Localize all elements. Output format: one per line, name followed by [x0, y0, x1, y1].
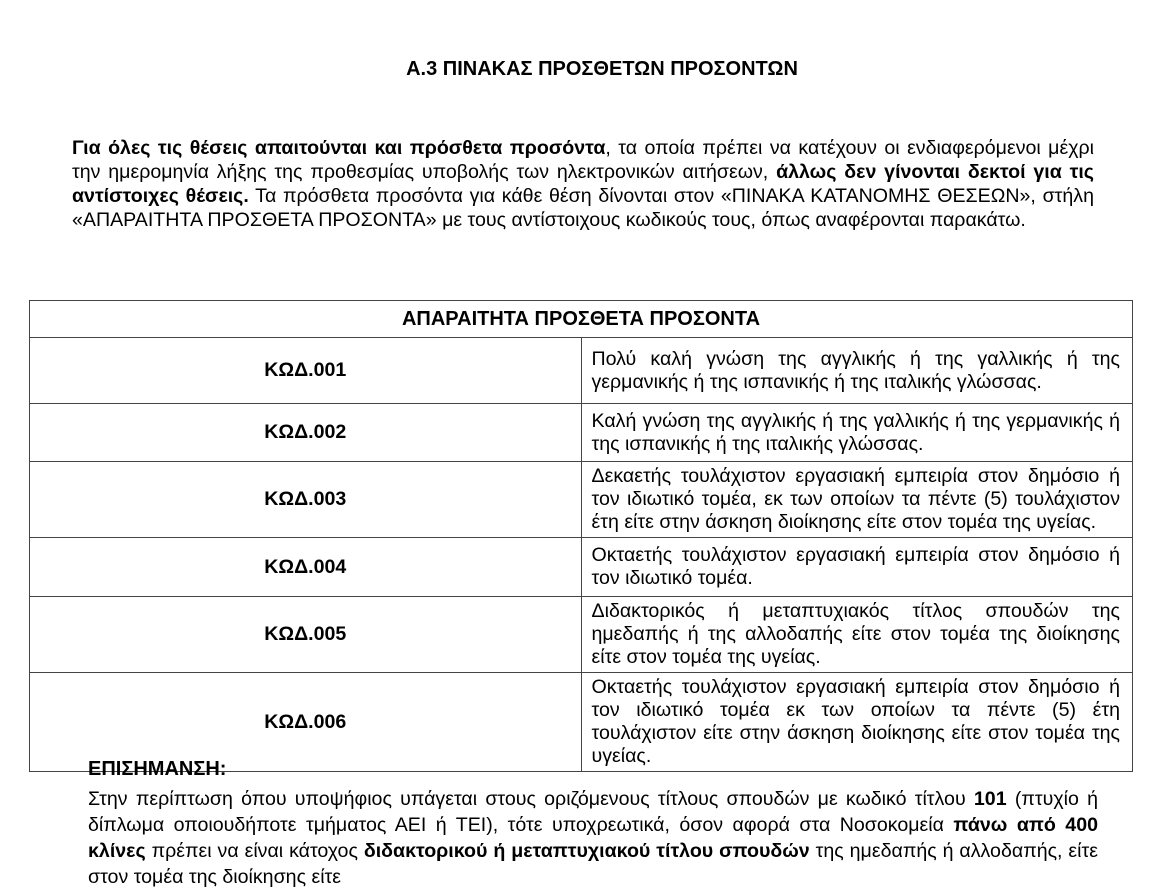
row-description: Καλή γνώση της αγγλικής ή της γαλλικής ή της γερμανικής ή της ισπανικής ή της ιταλικής γλώσσας.: [581, 404, 1133, 462]
intro-paragraph: [72, 136, 1094, 232]
intro-text-2: Τα πρόσθετα προσόντα για κάθε θέση δίνονται στον «ΠΙΝΑΚΑ ΚΑΤΑΝΟΜΗΣ ΘΕΣΕΩΝ», στήλη «ΑΠΑΡΑΙΤΗΤΑ ΠΡΟΣΘΕΤΑ ΠΡΟΣΟΝΤΑ» με τους αντίστοιχους κωδικούς τους, όπως αναφέρονται παρακάτω.: [72, 185, 1094, 231]
row-description: Οκταετής τουλάχιστον εργασιακή εμπειρία στον δημόσιο ή τον ιδιωτικό τομέα.: [581, 538, 1133, 597]
row-code: ΚΩΔ.002: [30, 404, 582, 462]
note-text-4: της ημεδαπής ή αλλοδαπής, είτε στον τομέα της διοίκησης είτε: [88, 840, 1098, 888]
table-row: [30, 404, 1133, 462]
note-text-3: πρέπει να είναι κάτοχος: [145, 840, 364, 862]
note-bold-2: πάνω από 400 κλίνες: [88, 814, 1098, 862]
note-text-1: Στην περίπτωση όπου υποψήφιος υπάγεται στους οριζόμενους τίτλους σπουδών με κωδικό τίτλου: [88, 788, 974, 810]
row-code: ΚΩΔ.005: [30, 597, 582, 673]
row-code: ΚΩΔ.006: [30, 673, 582, 772]
document-title: Α.3 ΠΙΝΑΚΑΣ ΠΡΟΣΘΕΤΩΝ ΠΡΟΣΟΝΤΩΝ: [406, 58, 798, 80]
row-description: Δεκαετής τουλάχιστον εργασιακή εμπειρία στον δημόσιο ή τον ιδιωτικό τομέα, εκ των οποίων τα πέντε (5) τουλάχιστον έτη είτε στην άσκηση διοίκησης είτε στον τομέα της υγείας.: [581, 462, 1133, 538]
row-code: ΚΩΔ.003: [30, 462, 582, 538]
note-bold-1: 101: [973, 788, 1007, 810]
intro-bold-2: άλλως δεν γίνονται δεκτοί για τις αντίστοιχες θέσεις.: [72, 161, 1094, 207]
row-description: Πολύ καλή γνώση της αγγλικής ή της γαλλικής ή της γερμανικής ή της ισπανικής ή της ιταλικής γλώσσας.: [581, 338, 1133, 404]
note-heading: ΕΠΙΣΗΜΑΝΣΗ:: [88, 758, 227, 780]
requirements-table: [29, 300, 1133, 772]
note-text-2: (πτυχίο ή δίπλωμα οποιουδήποτε τμήματος ΑΕΙ ή ΤΕΙ), τότε υποχρεωτικά, όσον αφορά στα Νοσοκομεία: [88, 788, 1098, 836]
row-description: Οκταετής τουλάχιστον εργασιακή εμπειρία στον δημόσιο ή τον ιδιωτικό τομέα εκ των οποίων τα πέντε (5) έτη τουλάχιστον είτε στην άσκηση διοίκησης είτε στον τομέα της υγείας.: [581, 673, 1133, 772]
note-paragraph: [88, 786, 1098, 890]
row-description: Διδακτορικός ή μεταπτυχιακός τίτλος σπουδών της ημεδαπής ή της αλλοδαπής είτε στον τομέα της διοίκησης είτε στον τομέα της υγείας.: [581, 597, 1133, 673]
intro-text-1: , τα οποία πρέπει να κατέχουν οι ενδιαφερόμενοι μέχρι την ημερομηνία λήξης της προθεσμίας υποβολής των ηλεκτρονικών αιτήσεων,: [72, 137, 1094, 183]
row-code: ΚΩΔ.001: [30, 338, 582, 404]
table-row: [30, 597, 1133, 673]
intro-bold-1: Για όλες τις θέσεις απαιτούνται και πρόσθετα προσόντα: [72, 137, 606, 159]
table-row: [30, 538, 1133, 597]
table-row: [30, 462, 1133, 538]
table-row: [30, 673, 1133, 772]
note-bold-3: διδακτορικού ή μεταπτυχιακού τίτλου σπουδών: [363, 840, 810, 862]
row-code: ΚΩΔ.004: [30, 538, 582, 597]
table-header: ΑΠΑΡΑΙΤΗΤΑ ΠΡΟΣΘΕΤΑ ΠΡΟΣΟΝΤΑ: [30, 301, 1133, 338]
table-header-row: [30, 301, 1133, 338]
table-row: [30, 338, 1133, 404]
